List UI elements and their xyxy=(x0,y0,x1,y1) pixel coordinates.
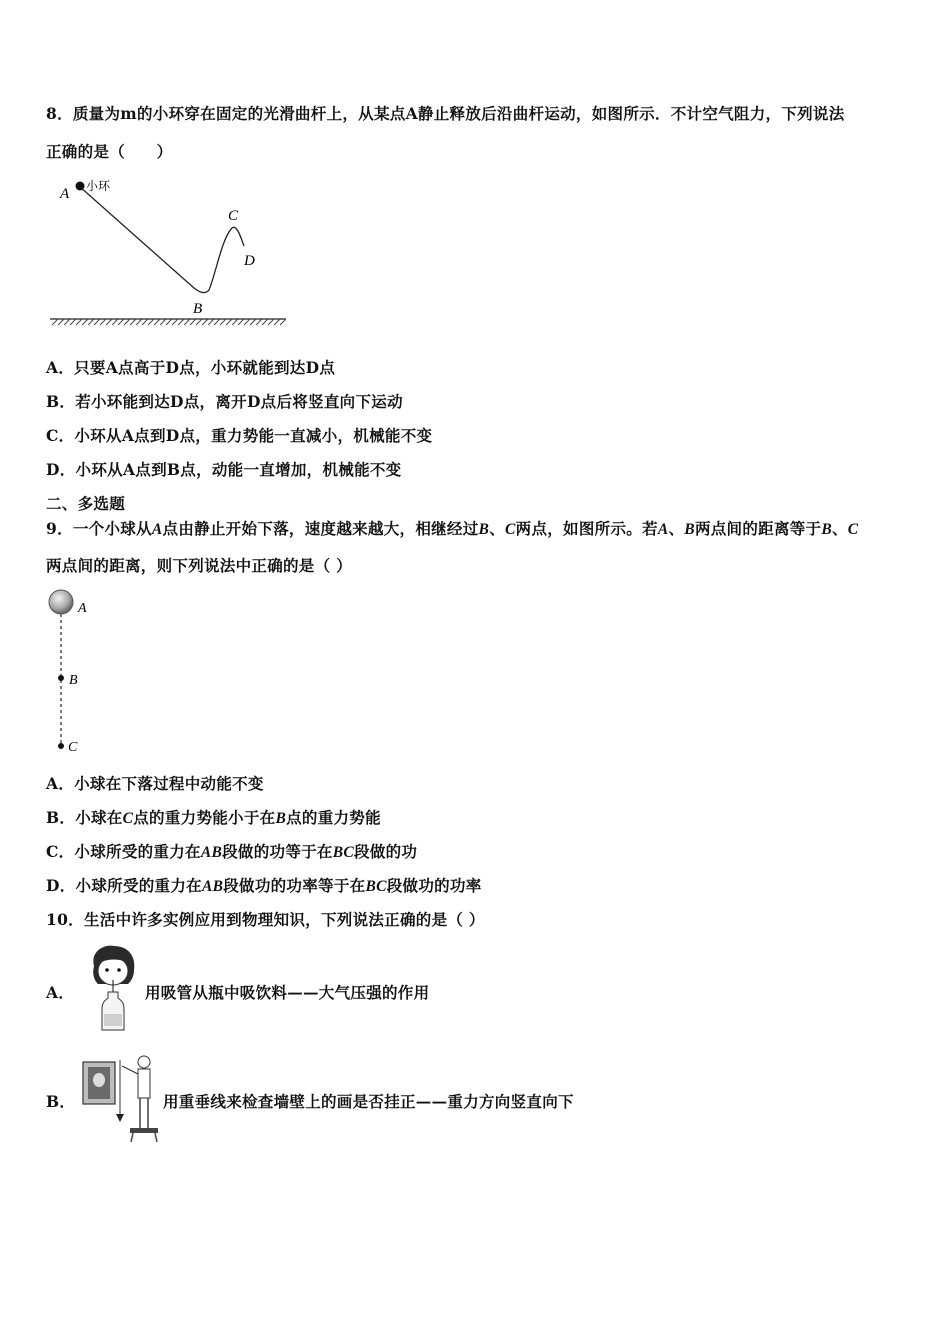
q8-stem-line2: 正确的是（ ） xyxy=(46,142,173,161)
q10-option-a-straw-drinking-image xyxy=(80,944,144,1034)
q9-option-c: C．小球所受的重力在AB段做的功等于在BC段做的功 xyxy=(46,842,418,861)
q9-option-d: D．小球所受的重力在AB段做功的功率等于在BC段做功的功率 xyxy=(46,876,482,895)
q8-option-b: B．若小环能到达D点，离开D点后将竖直向下运动 xyxy=(46,392,403,411)
q9-stem-line1: 9．一个小球从A点由静止开始下落，速度越来越大，相继经过B、C两点，如图所示。若A、B两点间的距离等于B、C xyxy=(46,519,859,538)
label-b: B xyxy=(69,673,78,688)
q10-option-b-text: 用重垂线来检查墙壁上的画是否挂正——重力方向竖直向下 xyxy=(163,1092,574,1111)
q9-option-b: B．小球在C点的重力势能小于在B点的重力势能 xyxy=(46,808,381,827)
label-d: D xyxy=(244,253,255,269)
label-ring: 小环 xyxy=(86,179,111,193)
person-head xyxy=(138,1056,150,1068)
q9-falling-ball-figure xyxy=(44,588,114,758)
person-body xyxy=(138,1069,150,1098)
label-c: C xyxy=(68,740,78,755)
q10-option-b-label: B． xyxy=(46,1092,76,1111)
q8-stem-line1: 8．质量为m的小环穿在固定的光滑曲杆上，从某点A静止释放后沿曲杆运动，如图所示．不计空气阻力，下列说法 xyxy=(46,104,845,123)
q10-option-b-plumb-line-image xyxy=(80,1052,162,1144)
q9-stem-line2: 两点间的距离，则下列说法中正确的是（ ） xyxy=(46,556,352,575)
ground-hatching xyxy=(52,319,286,325)
point-b-dot xyxy=(58,675,64,681)
q10-option-a-text: 用吸管从瓶中吸饮料——大气压强的作用 xyxy=(145,983,430,1002)
label-c: C xyxy=(228,208,239,224)
q8-option-a: A．只要A点高于D点，小环就能到达D点 xyxy=(46,358,336,377)
curved-rod xyxy=(79,186,244,293)
label-b: B xyxy=(193,301,203,317)
stool xyxy=(130,1128,158,1133)
section-title-multiple-choice: 二、多选题 xyxy=(46,494,126,513)
q10-stem: 10．生活中许多实例应用到物理知识，下列说法正确的是（ ） xyxy=(46,910,485,929)
q8-curved-rod-figure xyxy=(44,168,294,333)
ring-icon xyxy=(76,182,85,191)
point-c-dot xyxy=(58,743,64,749)
ball-icon xyxy=(49,590,73,614)
label-a: A xyxy=(78,601,87,616)
q8-option-c: C．小环从A点到D点，重力势能一直减小，机械能不变 xyxy=(46,426,433,445)
q8-option-d: D．小环从A点到B点，动能一直增加，机械能不变 xyxy=(46,460,402,479)
q10-option-a-label: A． xyxy=(46,983,75,1002)
q9-option-a: A．小球在下落过程中动能不变 xyxy=(46,774,264,793)
label-a: A xyxy=(60,186,70,202)
